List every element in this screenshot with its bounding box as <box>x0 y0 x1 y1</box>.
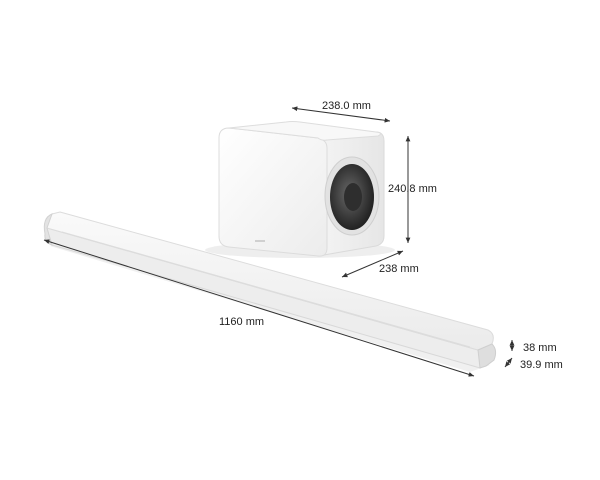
soundbar-depth-dimension-line <box>505 358 512 367</box>
subwoofer-driver-cap <box>344 183 362 211</box>
subwoofer-height-label: 240.8 mm <box>388 183 437 195</box>
soundbar-length-label: 1160 mm <box>219 316 265 328</box>
subwoofer-width-label: 238.0 mm <box>322 100 371 112</box>
soundbar-height-label: 38 mm <box>523 342 557 354</box>
subwoofer-front-face <box>219 128 327 256</box>
subwoofer <box>205 122 395 259</box>
subwoofer-logo-mark <box>255 240 265 242</box>
soundbar-depth-label: 39.9 mm <box>520 359 563 371</box>
subwoofer-depth-label: 238 mm <box>379 263 419 275</box>
